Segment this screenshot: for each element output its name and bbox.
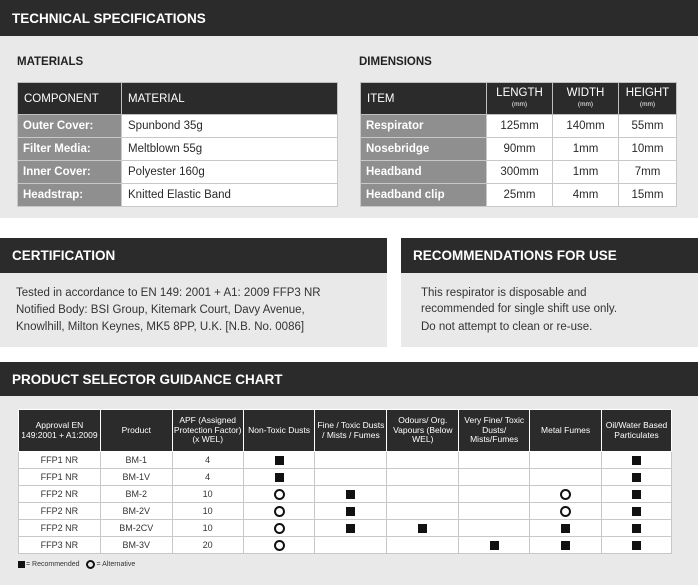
suitability-cell bbox=[530, 537, 602, 554]
apf-cell: 10 bbox=[172, 503, 243, 520]
suitability-cell bbox=[459, 520, 530, 537]
tech-specs-header bbox=[0, 0, 698, 36]
materials-row bbox=[18, 184, 338, 207]
suitability-cell bbox=[387, 452, 459, 469]
product-cell: BM-1 bbox=[100, 452, 172, 469]
selector-header bbox=[0, 362, 698, 396]
chart-header-cell: Product bbox=[100, 410, 172, 452]
dimension-value-cell: 25mm bbox=[487, 184, 553, 207]
certification-line: Knowlhill, Milton Keynes, MK5 8PP, U.K. [N.B. No. 0086] bbox=[16, 321, 305, 333]
alternative-circle-icon bbox=[560, 489, 571, 500]
suitability-cell bbox=[530, 520, 602, 537]
recommended-square-icon bbox=[275, 456, 284, 465]
suitability-cell bbox=[315, 537, 387, 554]
recommended-square-icon bbox=[632, 507, 641, 516]
recommended-square-icon bbox=[418, 524, 427, 533]
materials-row bbox=[18, 161, 338, 184]
chart-row bbox=[19, 486, 672, 503]
recommended-square-icon bbox=[632, 473, 641, 482]
dimensions-row bbox=[361, 115, 677, 138]
dimensions-header-label: HEIGHT bbox=[625, 86, 670, 99]
suitability-cell bbox=[459, 469, 530, 486]
alternative-circle-icon bbox=[274, 540, 285, 551]
materials-table bbox=[17, 82, 338, 207]
apf-cell: 10 bbox=[172, 486, 243, 503]
recommendations-line: This respirator is disposable and bbox=[421, 287, 587, 299]
recommendations-header bbox=[401, 238, 698, 273]
item-cell: Headband bbox=[361, 161, 487, 184]
suitability-cell bbox=[387, 486, 459, 503]
dimensions-header-label: ITEM bbox=[367, 92, 395, 105]
suitability-cell bbox=[602, 520, 672, 537]
selector-chart bbox=[18, 409, 672, 554]
dimension-value-cell: 300mm bbox=[487, 161, 553, 184]
component-cell: Filter Media: bbox=[18, 138, 122, 161]
dimensions-header-label: WIDTH bbox=[566, 86, 605, 99]
alternative-circle-icon bbox=[274, 523, 285, 534]
approval-cell: FFP1 NR bbox=[19, 469, 101, 486]
recommendations-text bbox=[421, 285, 617, 335]
tech-specs-title: TECHNICAL SPECIFICATIONS bbox=[12, 10, 206, 26]
chart-row bbox=[19, 452, 672, 469]
suitability-cell bbox=[602, 537, 672, 554]
approval-cell: FFP2 NR bbox=[19, 520, 101, 537]
alternative-circle-icon bbox=[274, 506, 285, 517]
suitability-cell bbox=[459, 452, 530, 469]
chart-header-cell: Non-Toxic Dusts bbox=[243, 410, 315, 452]
apf-cell: 4 bbox=[172, 469, 243, 486]
suitability-cell bbox=[602, 503, 672, 520]
material-cell: Spunbond 35g bbox=[122, 115, 338, 138]
recommendations-title: RECOMMENDATIONS FOR USE bbox=[413, 248, 617, 263]
item-cell: Nosebridge bbox=[361, 138, 487, 161]
component-cell: Inner Cover: bbox=[18, 161, 122, 184]
suitability-cell bbox=[243, 486, 315, 503]
suitability-cell bbox=[315, 503, 387, 520]
dimensions-header-cell bbox=[619, 83, 677, 115]
recommended-square-icon bbox=[561, 524, 570, 533]
chart-header-cell: Oil/Water Based Particulates bbox=[602, 410, 672, 452]
suitability-cell bbox=[459, 486, 530, 503]
recommended-square-icon bbox=[632, 490, 641, 499]
alternative-circle-icon bbox=[560, 506, 571, 517]
materials-row bbox=[18, 115, 338, 138]
chart-header-cell: Approval EN 149:2001 + A1:2009 bbox=[19, 410, 101, 452]
dimensions-unit: (mm) bbox=[577, 100, 594, 108]
suitability-cell bbox=[243, 452, 315, 469]
suitability-cell bbox=[243, 520, 315, 537]
suitability-cell bbox=[243, 503, 315, 520]
suitability-cell bbox=[602, 452, 672, 469]
dimension-value-cell: 4mm bbox=[553, 184, 619, 207]
legend-recommended-label: = Recommended bbox=[26, 561, 80, 568]
materials-header-component: COMPONENT bbox=[18, 83, 122, 115]
dimensions-unit: (mm) bbox=[511, 100, 528, 108]
suitability-cell bbox=[387, 469, 459, 486]
materials-header-material: MATERIAL bbox=[122, 83, 338, 115]
suitability-cell bbox=[602, 486, 672, 503]
dimension-value-cell: 90mm bbox=[487, 138, 553, 161]
dimension-value-cell: 15mm bbox=[619, 184, 677, 207]
apf-cell: 20 bbox=[172, 537, 243, 554]
apf-cell: 4 bbox=[172, 452, 243, 469]
chart-row bbox=[19, 469, 672, 486]
product-cell: BM-2 bbox=[100, 486, 172, 503]
suitability-cell bbox=[530, 452, 602, 469]
approval-cell: FFP1 NR bbox=[19, 452, 101, 469]
chart-header-cell: Metal Fumes bbox=[530, 410, 602, 452]
chart-header-cell: Fine / Toxic Dusts / Mists / Fumes bbox=[315, 410, 387, 452]
material-cell: Knitted Elastic Band bbox=[122, 184, 338, 207]
certification-title: CERTIFICATION bbox=[12, 248, 116, 263]
item-cell: Respirator bbox=[361, 115, 487, 138]
suitability-cell bbox=[243, 469, 315, 486]
selector-title: PRODUCT SELECTOR GUIDANCE CHART bbox=[12, 371, 283, 387]
apf-cell: 10 bbox=[172, 520, 243, 537]
material-cell: Meltblown 55g bbox=[122, 138, 338, 161]
dimensions-table bbox=[360, 82, 677, 207]
recommended-square-icon bbox=[632, 456, 641, 465]
certification-line: Tested in accordance to EN 149: 2001 + A1: 2009 FFP3 NR bbox=[16, 287, 321, 299]
approval-cell: FFP3 NR bbox=[19, 537, 101, 554]
chart-header-cell: Odours/ Org. Vapours (Below WEL) bbox=[387, 410, 459, 452]
item-cell: Headband clip bbox=[361, 184, 487, 207]
alternative-circle-icon bbox=[86, 560, 95, 569]
suitability-cell bbox=[459, 503, 530, 520]
dimensions-row bbox=[361, 184, 677, 207]
dimensions-header-cell bbox=[361, 83, 487, 115]
component-cell: Outer Cover: bbox=[18, 115, 122, 138]
chart-legend bbox=[18, 560, 135, 569]
product-cell: BM-1V bbox=[100, 469, 172, 486]
suitability-cell bbox=[315, 469, 387, 486]
recommended-square-icon bbox=[346, 490, 355, 499]
chart-row bbox=[19, 503, 672, 520]
recommended-square-icon bbox=[18, 561, 25, 568]
dimensions-row bbox=[361, 138, 677, 161]
product-cell: BM-2CV bbox=[100, 520, 172, 537]
recommended-square-icon bbox=[275, 473, 284, 482]
product-cell: BM-2V bbox=[100, 503, 172, 520]
dimensions-unit: (mm) bbox=[639, 100, 656, 108]
dimension-value-cell: 1mm bbox=[553, 161, 619, 184]
suitability-cell bbox=[387, 503, 459, 520]
dimensions-header-cell bbox=[487, 83, 553, 115]
dimensions-header-label: LENGTH bbox=[496, 86, 543, 99]
alternative-circle-icon bbox=[274, 489, 285, 500]
certification-line: Notified Body: BSI Group, Kitemark Court, Davy Avenue, bbox=[16, 304, 305, 316]
suitability-cell bbox=[530, 486, 602, 503]
dimension-value-cell: 1mm bbox=[553, 138, 619, 161]
dimension-value-cell: 55mm bbox=[619, 115, 677, 138]
certification-text bbox=[16, 285, 321, 336]
dimension-value-cell: 10mm bbox=[619, 138, 677, 161]
suitability-cell bbox=[315, 520, 387, 537]
dimension-value-cell: 7mm bbox=[619, 161, 677, 184]
suitability-cell bbox=[459, 537, 530, 554]
dimensions-header-cell bbox=[553, 83, 619, 115]
recommended-square-icon bbox=[490, 541, 499, 550]
suitability-cell bbox=[315, 452, 387, 469]
dimensions-row bbox=[361, 161, 677, 184]
dimension-value-cell: 125mm bbox=[487, 115, 553, 138]
approval-cell: FFP2 NR bbox=[19, 503, 101, 520]
recommended-square-icon bbox=[632, 524, 641, 533]
recommended-square-icon bbox=[346, 524, 355, 533]
materials-title: MATERIALS bbox=[17, 56, 84, 68]
suitability-cell bbox=[243, 537, 315, 554]
chart-row bbox=[19, 520, 672, 537]
product-cell: BM-3V bbox=[100, 537, 172, 554]
suitability-cell bbox=[530, 503, 602, 520]
dimension-value-cell: 140mm bbox=[553, 115, 619, 138]
suitability-cell bbox=[530, 469, 602, 486]
component-cell: Headstrap: bbox=[18, 184, 122, 207]
materials-row bbox=[18, 138, 338, 161]
chart-header-cell: Very Fine/ Toxic Dusts/ Mists/Fumes bbox=[459, 410, 530, 452]
suitability-cell bbox=[602, 469, 672, 486]
material-cell: Polyester 160g bbox=[122, 161, 338, 184]
chart-header-cell: APF (Assigned Protection Factor) (x WEL) bbox=[172, 410, 243, 452]
recommendations-line: Do not attempt to clean or re-use. bbox=[421, 321, 593, 333]
approval-cell: FFP2 NR bbox=[19, 486, 101, 503]
chart-row bbox=[19, 537, 672, 554]
recommended-square-icon bbox=[561, 541, 570, 550]
suitability-cell bbox=[387, 537, 459, 554]
recommended-square-icon bbox=[346, 507, 355, 516]
recommendations-line: recommended for single shift use only. bbox=[421, 303, 618, 315]
recommended-square-icon bbox=[632, 541, 641, 550]
certification-header bbox=[0, 238, 387, 273]
suitability-cell bbox=[315, 486, 387, 503]
dimensions-title: DIMENSIONS bbox=[359, 56, 432, 68]
suitability-cell bbox=[387, 520, 459, 537]
legend-alternative-label: = Alternative bbox=[96, 561, 136, 568]
